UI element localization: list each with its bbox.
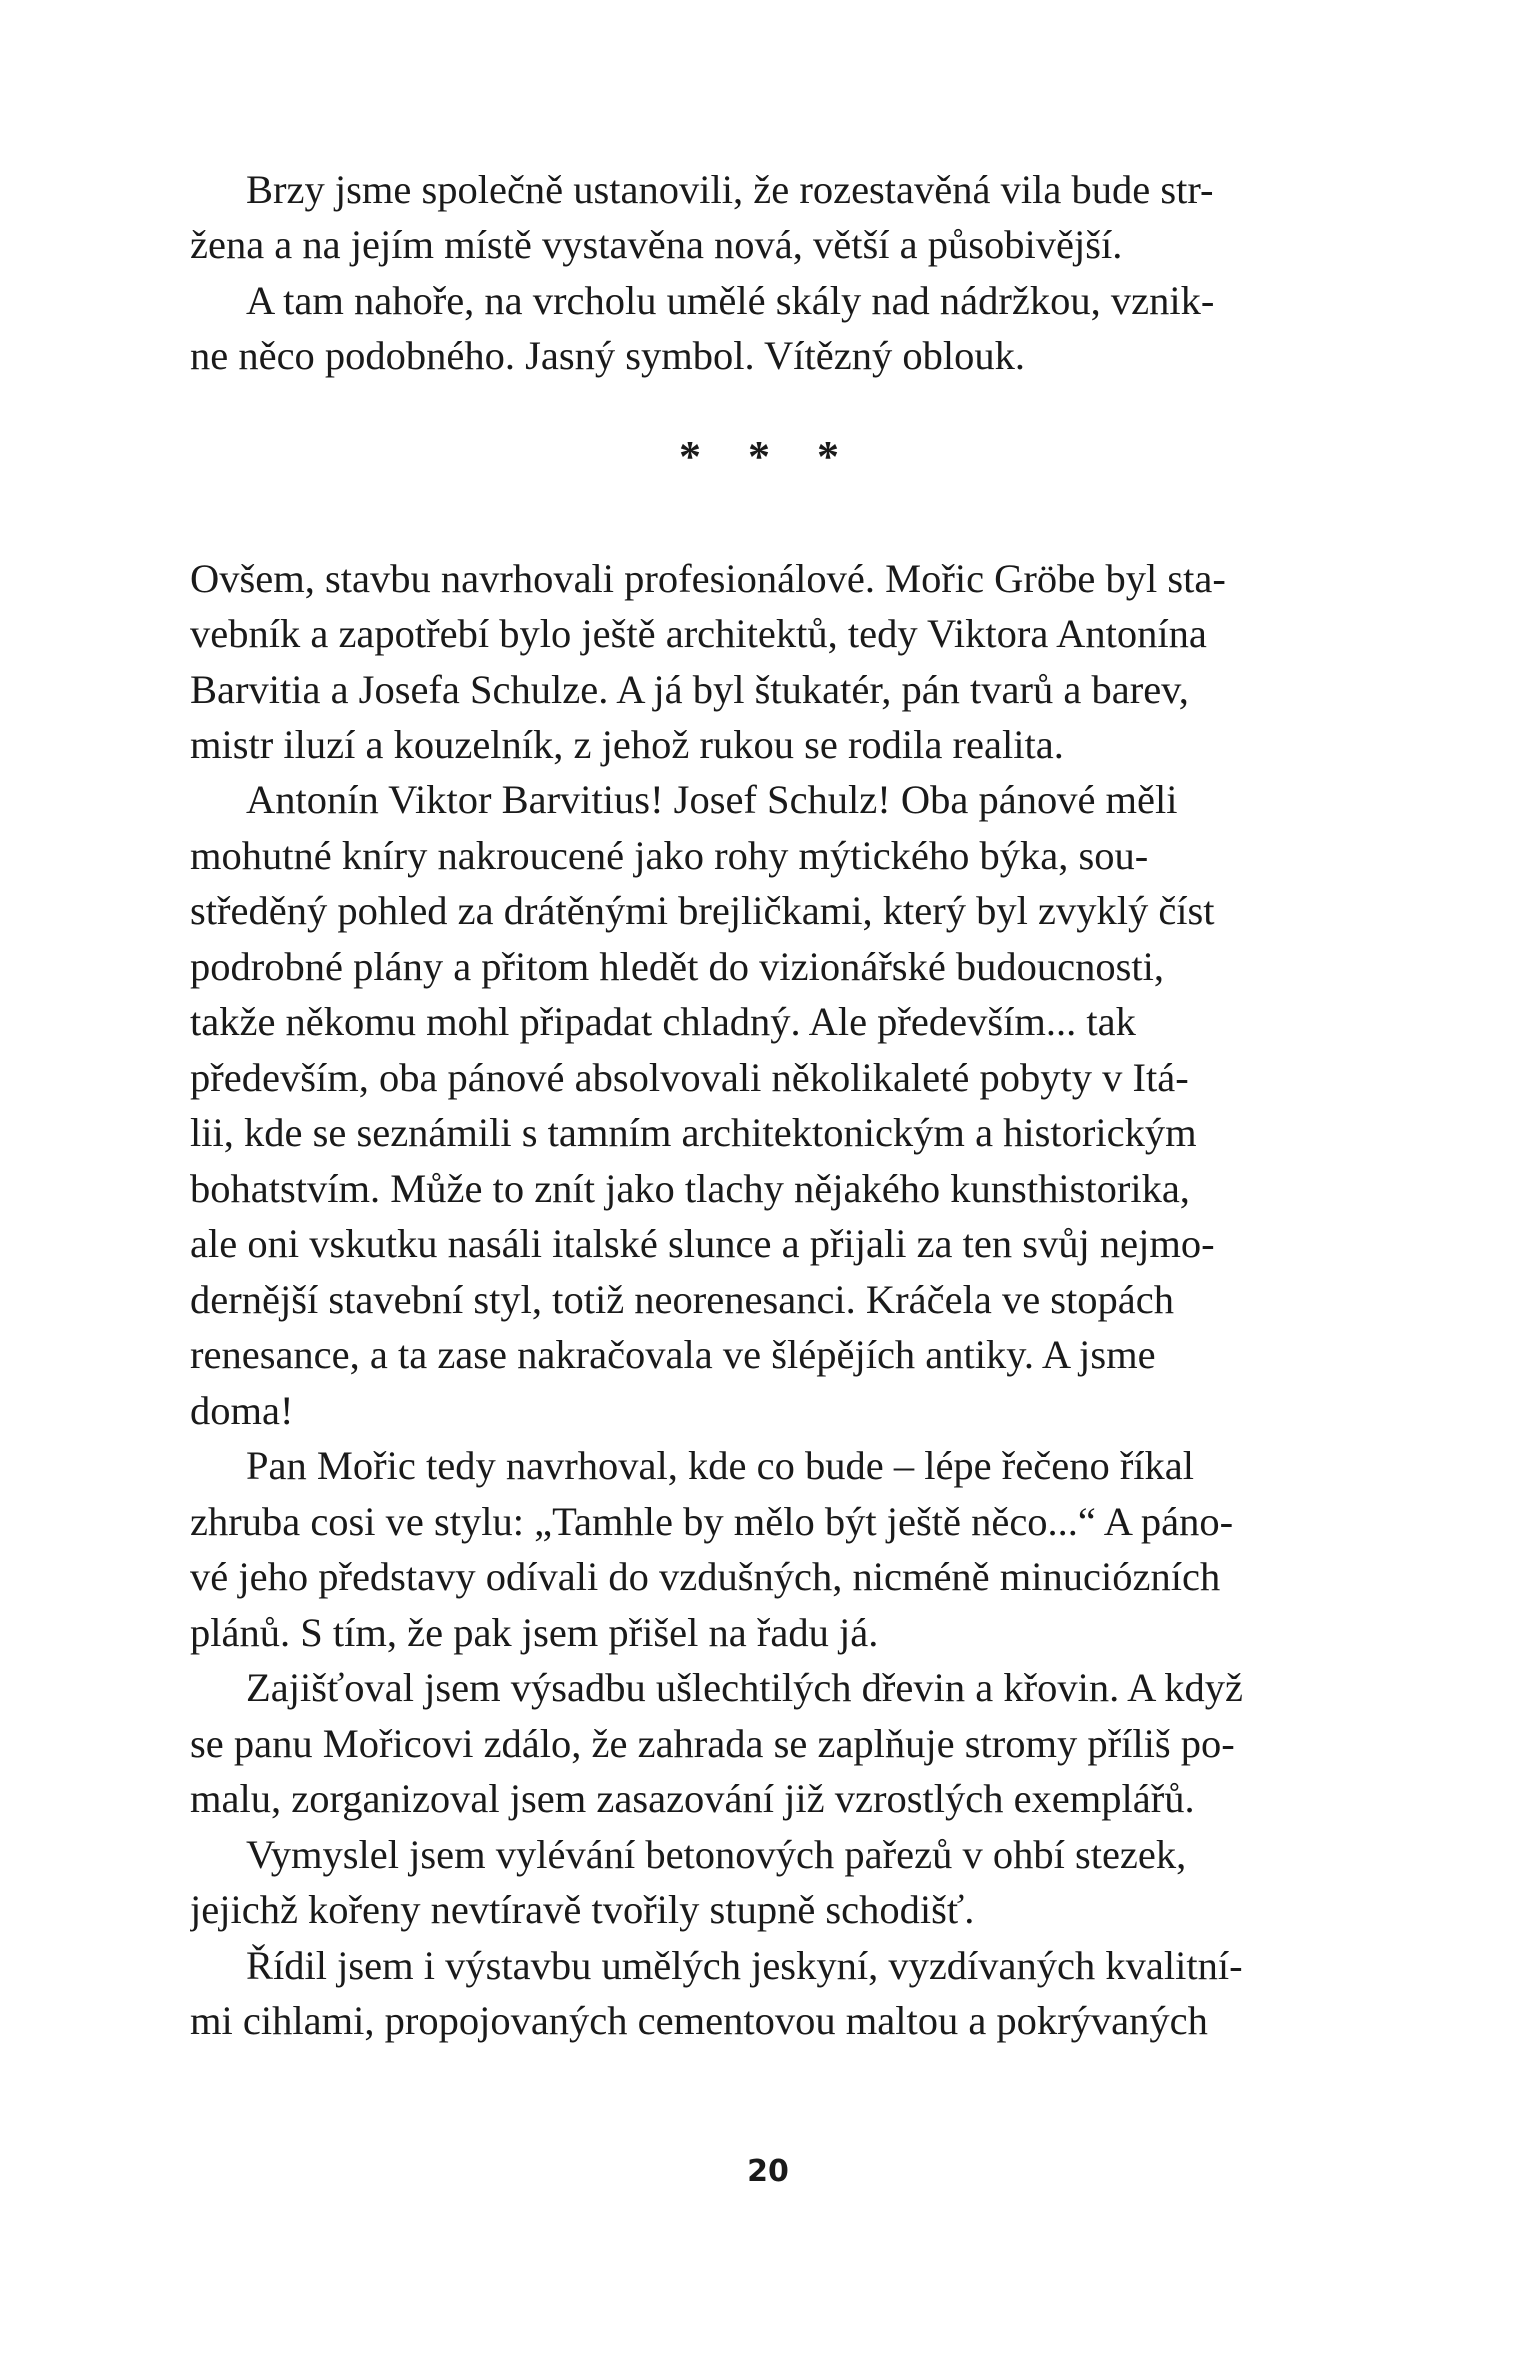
paragraph-line: renesance, a ta zase nakračovala ve šlépějích antiky. A jsme xyxy=(190,1332,1156,1377)
paragraph-line: Barvitia a Josefa Schulze. A já byl štukatér, pán tvarů a barev, xyxy=(190,667,1189,712)
paragraph-line: jejichž kořeny nevtíravě tvořily stupně schodišť. xyxy=(190,1887,975,1932)
paragraph-line: mi cihlami, propojovaných cementovou maltou a pokrývaných xyxy=(190,1998,1208,2043)
paragraph-line: plánů. S tím, že pak jsem přišel na řadu já. xyxy=(190,1610,879,1655)
paragraph-line: Zajišťoval jsem výsadbu ušlechtilých dřevin a křovin. A když xyxy=(246,1665,1243,1710)
paragraph-line: ale oni vskutku nasáli italské slunce a přijali za ten svůj nejmo- xyxy=(190,1221,1215,1266)
paragraph-line: malu, zorganizoval jsem zasazování již vzrostlých exemplářů. xyxy=(190,1776,1195,1821)
paragraph-line: takže někomu mohl připadat chladný. Ale především... tak xyxy=(190,999,1136,1044)
paragraph-line: žena a na jejím místě vystavěna nová, větší a působivější. xyxy=(190,222,1123,267)
page-number: 20 xyxy=(747,2154,789,2189)
paragraph-line: vé jeho představy odívali do vzdušných, nicméně minuciózních xyxy=(190,1554,1221,1599)
paragraph-line: Ovšem, stavbu navrhovali profesionálové. Mořic Gröbe byl sta- xyxy=(190,556,1226,601)
paragraph-line: doma! xyxy=(190,1388,294,1433)
paragraph-line: zhruba cosi ve stylu: „Tamhle by mělo být ještě něco...“ A páno- xyxy=(190,1499,1234,1544)
paragraph-line: ne něco podobného. Jasný symbol. Vítězný oblouk. xyxy=(190,333,1026,378)
paragraph-line: mistr iluzí a kouzelník, z jehož rukou se rodila realita. xyxy=(190,722,1064,767)
paragraph-line: Řídil jsem i výstavbu umělých jeskyní, vyzdívaných kvalitní- xyxy=(246,1943,1243,1988)
paragraph-line: Brzy jsme společně ustanovili, že rozestavěná vila bude str- xyxy=(246,167,1214,212)
paragraph-line: dernější stavební styl, totiž neorenesanci. Kráčela ve stopách xyxy=(190,1277,1175,1322)
paragraph-line: Pan Mořic tedy navrhoval, kde co bude – lépe řečeno říkal xyxy=(246,1443,1195,1488)
paragraph-line: středěný pohled za drátěnými brejličkami, který byl zvyklý číst xyxy=(190,888,1215,933)
paragraph-line: A tam nahoře, na vrcholu umělé skály nad nádržkou, vznik- xyxy=(246,278,1215,323)
paragraph-line: podrobné plány a přitom hledět do vizionářské budoucnosti, xyxy=(190,944,1165,989)
paragraph-line: se panu Mořicovi zdálo, že zahrada se zaplňuje stromy příliš po- xyxy=(190,1721,1235,1766)
paragraph-line: lii, kde se seznámili s tamním architektonickým a historickým xyxy=(190,1110,1197,1155)
section-separator: * * * xyxy=(679,432,857,481)
paragraph-line: vebník a zapotřebí bylo ještě architektů, tedy Viktora Antonína xyxy=(190,611,1207,656)
paragraph-line: Antonín Viktor Barvitius! Josef Schulz! Oba pánové měli xyxy=(246,777,1178,822)
paragraph-line: bohatstvím. Může to znít jako tlachy nějakého kunsthistorika, xyxy=(190,1166,1190,1211)
paragraph-line: především, oba pánové absolvovali několikaleté pobyty v Itá- xyxy=(190,1055,1189,1100)
paragraph-line: mohutné kníry nakroucené jako rohy mýtického býka, sou- xyxy=(190,833,1149,878)
paragraph-line: Vymyslel jsem vylévání betonových pařezů v ohbí stezek, xyxy=(246,1832,1187,1877)
